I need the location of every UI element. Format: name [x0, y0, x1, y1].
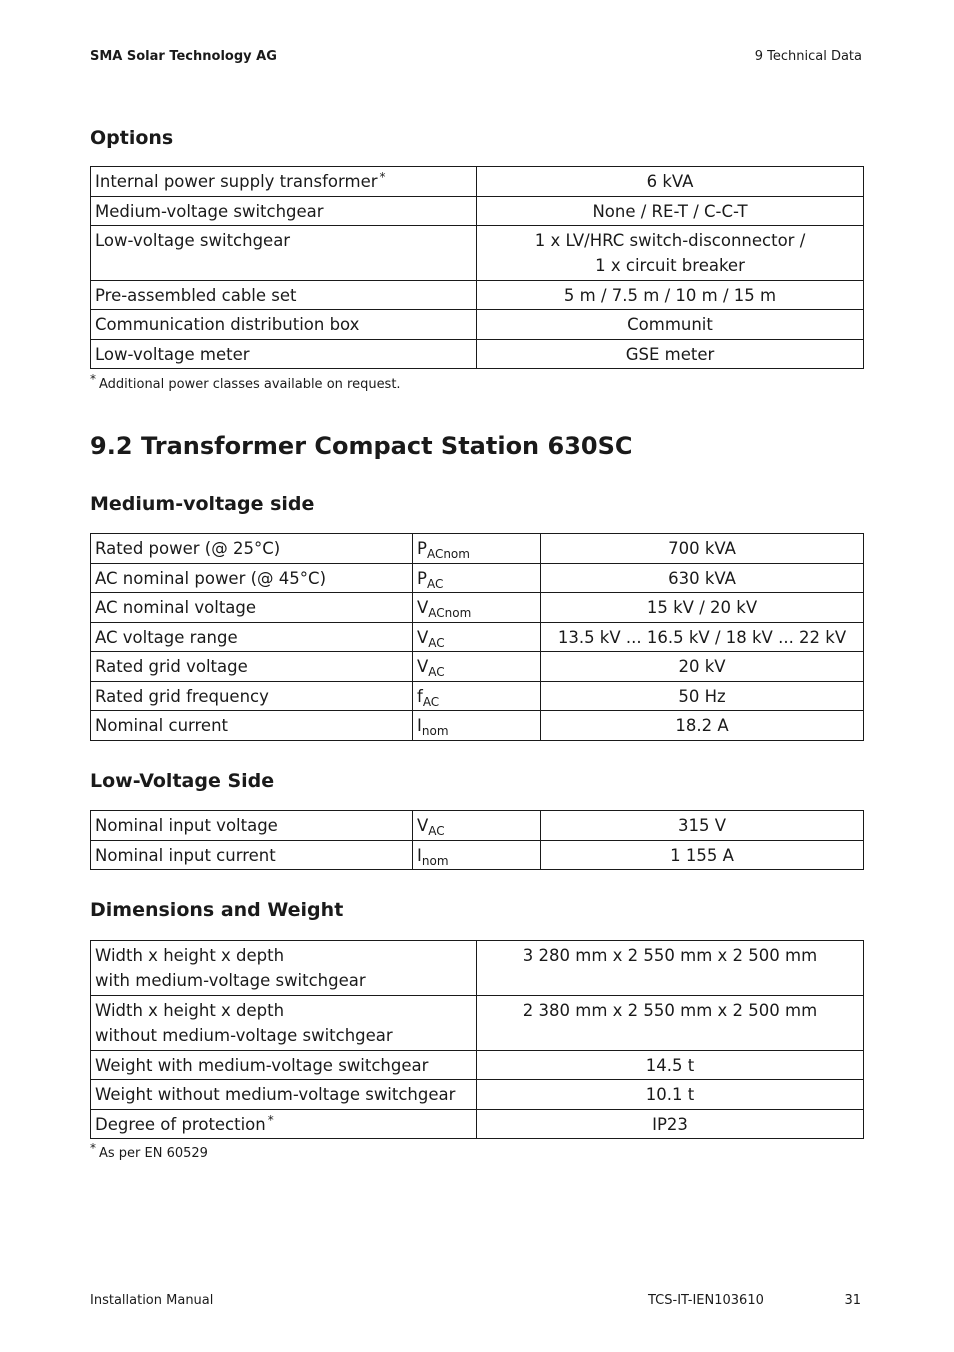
table-row	[91, 623, 864, 652]
dimensions-table	[90, 940, 864, 1139]
row-label: Nominal input voltage	[91, 811, 413, 841]
table-row	[91, 310, 864, 340]
row-label: Rated grid voltage	[91, 652, 413, 682]
row-label: Nominal input current	[91, 841, 413, 870]
row-label: Degree of protection *	[91, 1110, 477, 1139]
row-value: 18.2 A	[541, 711, 864, 741]
row-label: Rated power (@ 25°C)	[91, 534, 413, 564]
row-symbol: $f_{AC}$	[413, 682, 541, 711]
row-value: GSE meter	[477, 340, 864, 369]
row-label: Internal power supply transformer *	[91, 167, 477, 197]
row-symbol: $V_{AC}$	[413, 811, 541, 841]
row-symbol: $P_{ACnom}$	[413, 534, 541, 564]
table-row	[91, 167, 864, 197]
row-value: 315 V	[541, 811, 864, 841]
table-row	[91, 281, 864, 310]
footer-doc-id: TCS-IT-IEN103610	[648, 1293, 764, 1308]
row-value: 3 280 mm x 2 550 mm x 2 500 mm	[477, 941, 864, 996]
row-label: Pre-assembled cable set	[91, 281, 477, 310]
row-symbol: $V_{ACnom}$	[413, 593, 541, 623]
options-table	[90, 166, 864, 369]
row-label: Medium-voltage switchgear	[91, 197, 477, 226]
table-row	[91, 996, 864, 1051]
row-value: 700 kVA	[541, 534, 864, 564]
row-label: Low-voltage meter	[91, 340, 477, 369]
row-value: 630 kVA	[541, 564, 864, 593]
row-value: 1 x LV/HRC switch-disconnector / 1 x circuit breaker	[477, 226, 864, 281]
row-label: Weight without medium-voltage switchgear	[91, 1080, 477, 1110]
row-value: 6 kVA	[477, 167, 864, 197]
row-symbol: $I_{nom}$	[413, 711, 541, 741]
row-value: 5 m / 7.5 m / 10 m / 15 m	[477, 281, 864, 310]
header-section: 9 Technical Data	[754, 49, 862, 64]
mv-table	[90, 533, 864, 741]
table-row	[91, 711, 864, 741]
footnote-mark: *	[267, 1113, 274, 1127]
row-label: Width x height x depth without medium-voltage switchgear	[91, 996, 477, 1051]
row-label: Rated grid frequency	[91, 682, 413, 711]
table-row	[91, 340, 864, 369]
table-row	[91, 197, 864, 226]
table-row	[91, 682, 864, 711]
table-row	[91, 941, 864, 996]
header-company: SMA Solar Technology AG	[90, 49, 277, 64]
row-label: Low-voltage switchgear	[91, 226, 477, 281]
row-label: Weight with medium-voltage switchgear	[91, 1051, 477, 1080]
footnote-mark: *	[379, 170, 386, 184]
row-value: 14.5 t	[477, 1051, 864, 1080]
row-symbol: $I_{nom}$	[413, 841, 541, 870]
table-row	[91, 1110, 864, 1139]
dimensions-footnote: * As per EN 60529	[90, 1141, 208, 1161]
table-row	[91, 652, 864, 682]
row-label: AC nominal voltage	[91, 593, 413, 623]
row-value: 50 Hz	[541, 682, 864, 711]
table-row	[91, 593, 864, 623]
row-value: 10.1 t	[477, 1080, 864, 1110]
options-footnote: * Additional power classes available on request.	[90, 372, 401, 392]
row-value: None / RE-T / C-C-T	[477, 197, 864, 226]
lv-table	[90, 810, 864, 870]
row-symbol: $V_{AC}$	[413, 623, 541, 652]
options-heading: Options	[90, 127, 174, 149]
lv-heading: Low-Voltage Side	[90, 770, 275, 792]
footer-manual: Installation Manual	[90, 1293, 214, 1308]
row-value: 15 kV / 20 kV	[541, 593, 864, 623]
row-value: 13.5 kV ... 16.5 kV / 18 kV ... 22 kV	[541, 623, 864, 652]
table-row	[91, 1080, 864, 1110]
row-value: 1 155 A	[541, 841, 864, 870]
row-value: Communit	[477, 310, 864, 340]
table-row	[91, 811, 864, 841]
row-label: Communication distribution box	[91, 310, 477, 340]
dimensions-heading: Dimensions and Weight	[90, 899, 344, 921]
row-symbol: $P_{AC}$	[413, 564, 541, 593]
row-value: IP23	[477, 1110, 864, 1139]
row-label: Nominal current	[91, 711, 413, 741]
table-row	[91, 226, 864, 281]
row-label: Width x height x depth with medium-voltage switchgear	[91, 941, 477, 996]
section-title: 9.2 Transformer Compact Station 630SC	[90, 432, 633, 460]
row-label: AC voltage range	[91, 623, 413, 652]
row-label: AC nominal power (@ 45°C)	[91, 564, 413, 593]
table-row	[91, 1051, 864, 1080]
row-value: 20 kV	[541, 652, 864, 682]
footer-page-number: 31	[844, 1293, 861, 1308]
table-row	[91, 841, 864, 870]
row-symbol: $V_{AC}$	[413, 652, 541, 682]
table-row	[91, 564, 864, 593]
row-value: 2 380 mm x 2 550 mm x 2 500 mm	[477, 996, 864, 1051]
table-row	[91, 534, 864, 564]
mv-heading: Medium-voltage side	[90, 493, 315, 515]
